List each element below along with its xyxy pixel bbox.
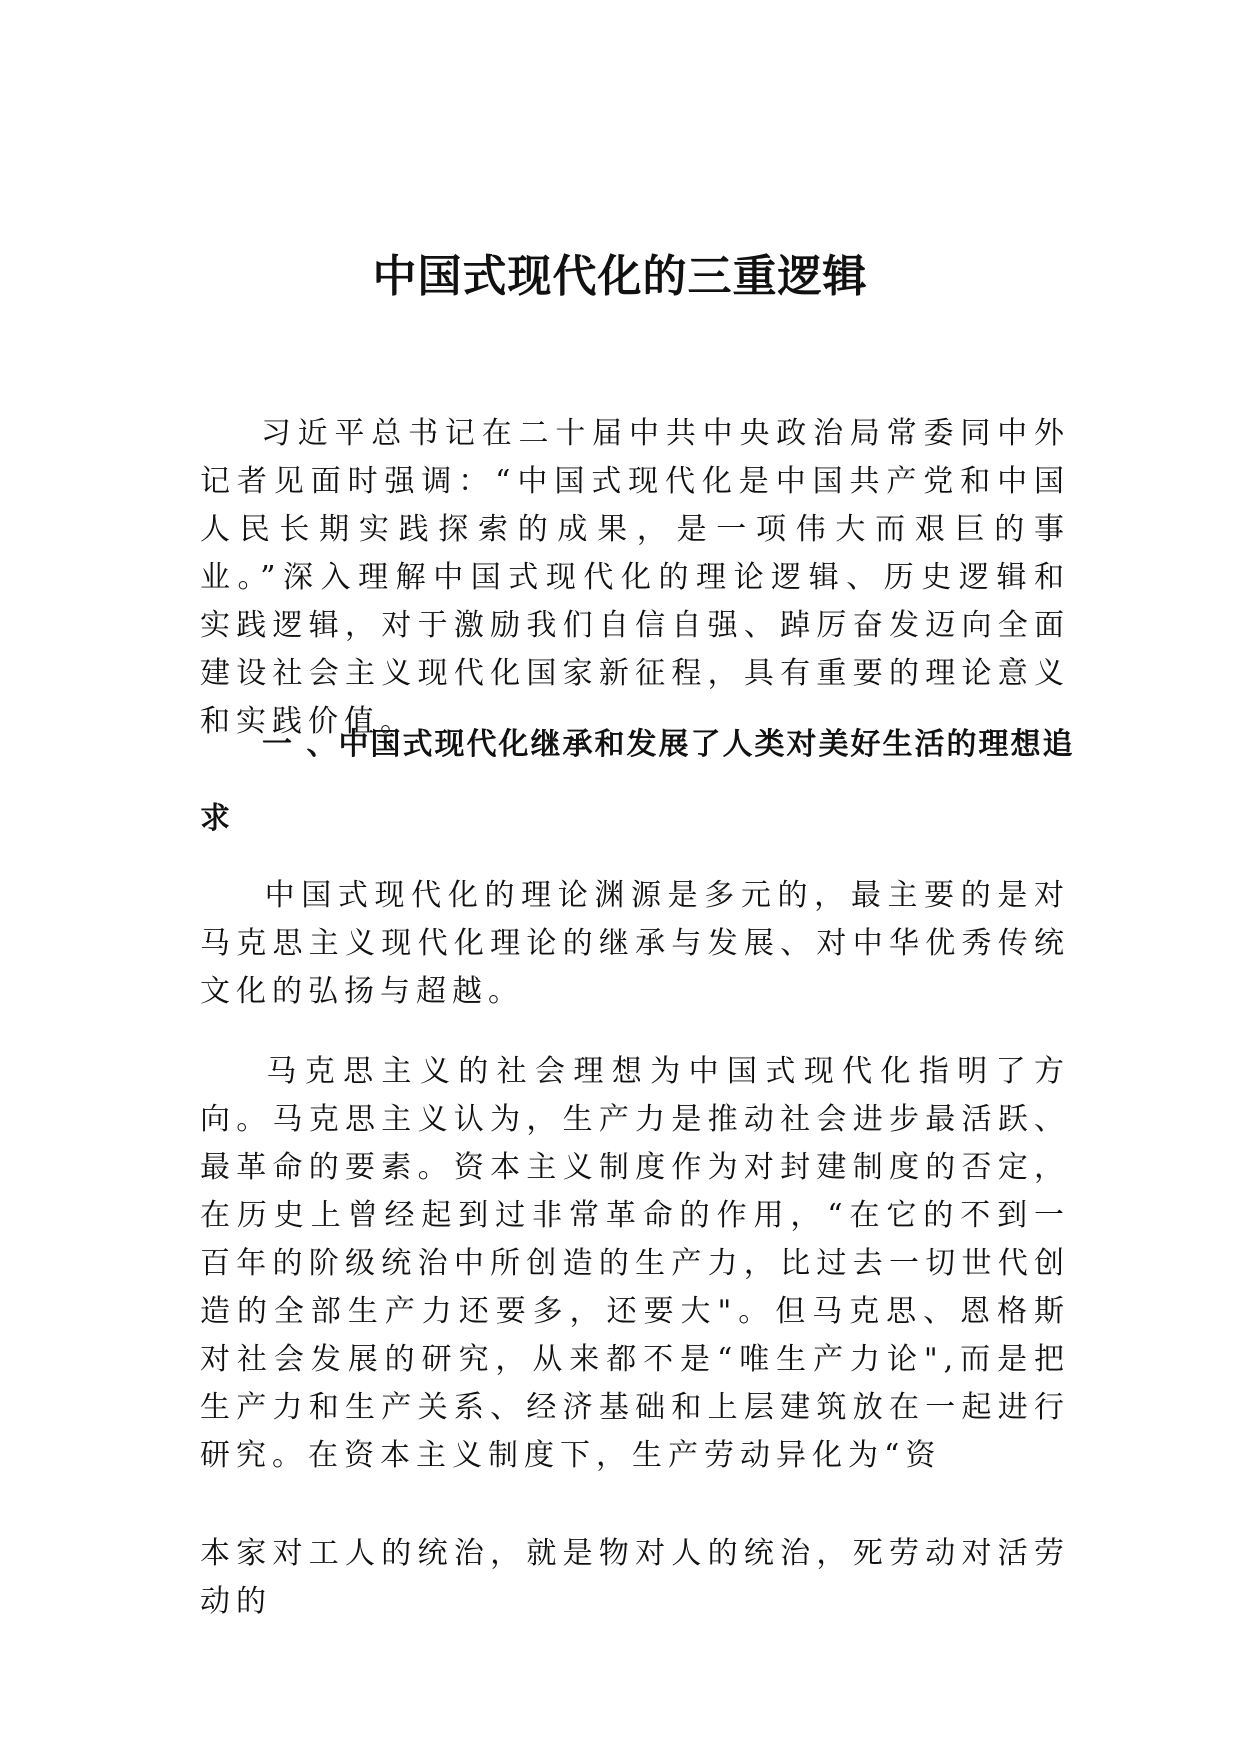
paragraph-theory-origins-text: 中国式现代化的理论渊源是多元的，最主要的是对马克思主义现代化理论的继承与发展、对中华优秀传统文化的弘扬与超越。 [200, 878, 1070, 1009]
paragraph-theory-origins [200, 872, 1070, 1016]
paragraph-intro-text: 习近平总书记在二十届中共中央政治局常委同中外记者见面时强调：“中国式现代化是中国共产党和中国人民长期实践探索的成果，是一项伟大而艰巨的事业。”深入理解中国式现代化的理论逻辑、历史逻辑和实践逻辑，对于激励我们自信自强、踔厉奋发迈向全面建设社会主义现代化国家新征程，具有重要的理论意义和实践价值。 [200, 416, 1070, 739]
section-heading-1 [200, 708, 1080, 856]
paragraph-continuation: 本家对工人的统治，就是物对人的统治，死劳动对活劳动的 [200, 1536, 1070, 1619]
paragraph-marxism-ideal [200, 1048, 1070, 1480]
paragraph-marxism-ideal-text: 马克思主义的社会理想为中国式现代化指明了方向。马克思主义认为，生产力是推动社会进步最活跃、最革命的要素。资本主义制度作为对封建制度的否定，在历史上曾经起到过非常革命的作用，“在它的不到一百年的阶级统治中所创造的生产力，比过去一切世代创造的全部生产力还要多，还要大"。但马克思、恩格斯对社会发展的研究，从来都不是“唯生产力论",而是把生产力和生产关系、经济基础和上层建筑放在一起进行研究。在资本主义制度下，生产劳动异化为“资 [200, 1054, 1070, 1473]
document-title: 中国式现代化的三重逻辑 [372, 251, 868, 302]
paragraph-intro [200, 410, 1070, 746]
section-heading-1-text: 一 、中国式现代化继承和发展了人类对美好生活的理想追求 [200, 727, 1075, 836]
